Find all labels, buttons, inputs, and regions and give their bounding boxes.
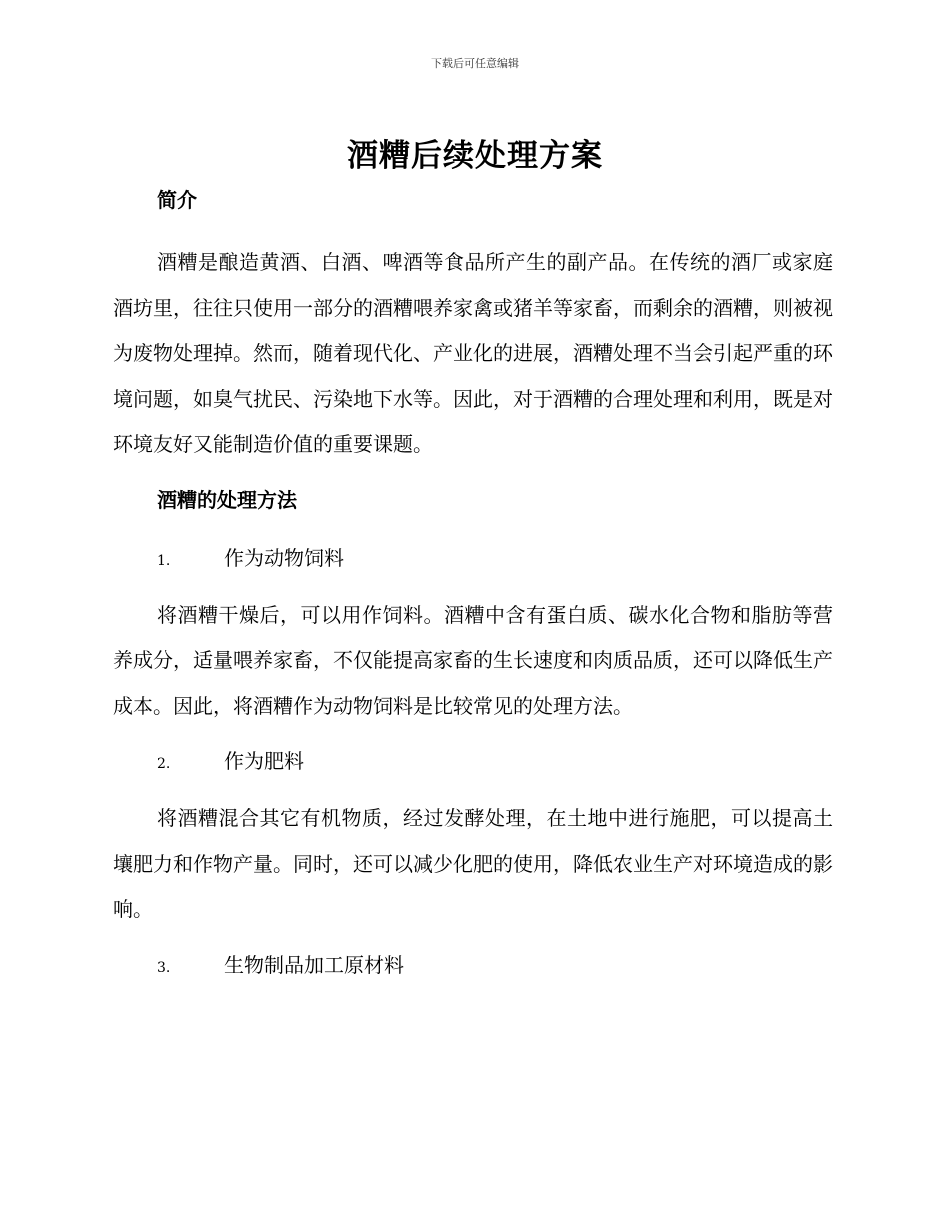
method-item-1 <box>113 540 833 579</box>
section-heading-intro: 简介 <box>157 188 197 212</box>
method-item-3 <box>113 947 833 986</box>
method-paragraph: 将酒糟干燥后，可以用作饲料。酒糟中含有蛋白质、碳水化合物和脂肪等营养成分，适量喂养家畜，不仅能提高家畜的生长速度和肉质品质，还可以降低生产成本。因此，将酒糟作为动物饲料是比较常见的处理方法。 <box>113 602 833 718</box>
list-number: 1. <box>157 552 171 569</box>
header-note: 下载后可任意编辑 <box>431 57 519 70</box>
method-paragraph: 将酒糟混合其它有机物质，经过发酵处理，在土地中进行施肥，可以提高土壤肥力和作物产量。同时，还可以减少化肥的使用，降低农业生产对环境造成的影响。 <box>113 806 833 921</box>
list-number: 2. <box>157 756 171 772</box>
method-item-2 <box>113 743 833 782</box>
document-title: 酒糟后续处理方案 <box>347 138 603 174</box>
method-label: 生物制品加工原材料 <box>224 952 404 977</box>
section-heading-methods: 酒糟的处理方法 <box>157 487 297 512</box>
method-label: 作为动物饲料 <box>224 545 344 570</box>
document-body <box>113 182 833 986</box>
intro-paragraph: 酒糟是酿造黄酒、白酒、啤酒等食品所产生的副产品。在传统的酒厂或家庭酒坊里，往往只使用一部分的酒糟喂养家禽或猪羊等家畜，而剩余的酒糟，则被视为废物处理掉。然而，随着现代化、产业化的进展，酒糟处理不当会引起严重的环境问题，如臭气扰民、污染地下水等。因此，对于酒糟的合理处理和利用，既是对环境友好又能制造价值的重要课题。 <box>113 250 833 456</box>
method-label: 作为肥料 <box>224 749 304 773</box>
list-number: 3. <box>157 959 171 976</box>
